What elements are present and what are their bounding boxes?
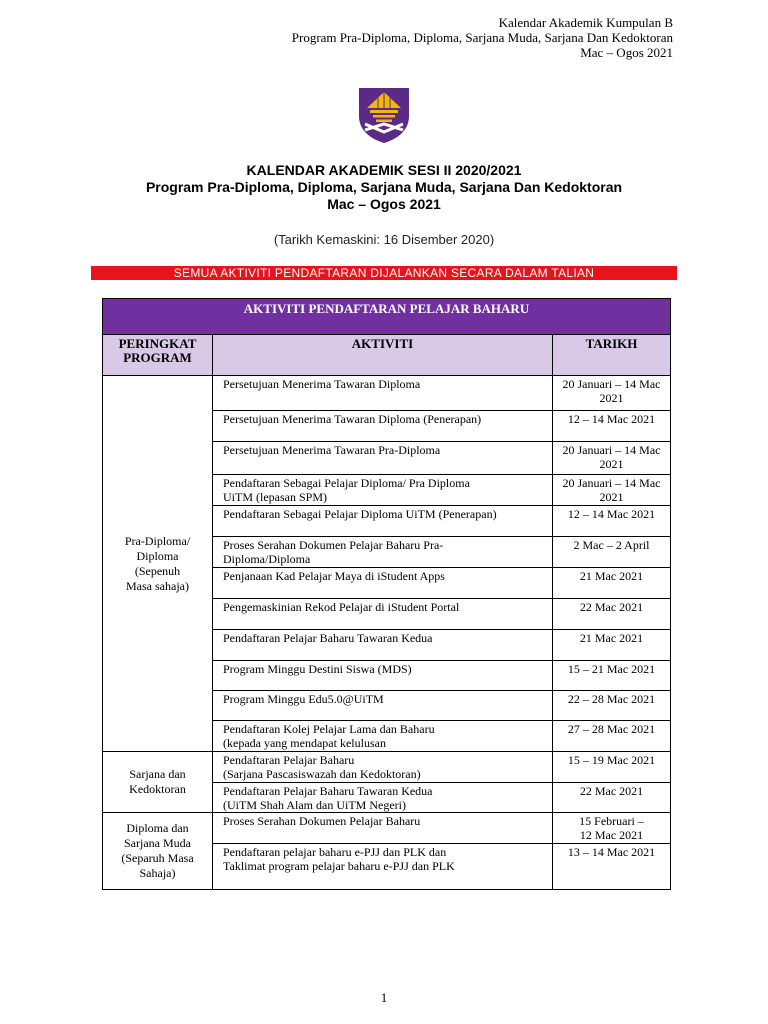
header-line-3: Mac – Ogos 2021 [580,45,673,60]
date-cell [553,537,671,568]
date-cell [553,783,671,813]
activity-cell [213,813,553,844]
date-line: 2021 [599,490,624,504]
activity-cell [213,752,553,783]
activity-cell [213,844,553,890]
activity-cell [213,411,553,442]
activity-line: Pengemaskinian Rekod Pelajar di iStudent Portal [223,600,460,614]
activity-line: Persetujuan Menerima Tawaran Diploma (Penerapan) [223,412,482,426]
activity-cell [213,661,553,691]
activity-line: Proses Serahan Dokumen Pelajar Baharu [223,814,421,828]
activity-line: Persetujuan Menerima Tawaran Diploma [223,377,421,391]
table-row [103,376,671,411]
activity-line: Pendaftaran Sebagai Pelajar Diploma UiTM (Penerapan) [223,507,497,521]
date-line: 2021 [599,391,624,405]
activity-line: Proses Serahan Dokumen Pelajar Baharu Pra- [223,538,444,552]
header-date: TARIKH [553,335,671,376]
activity-line: Program Minggu Destini Siswa (MDS) [223,662,412,676]
activity-line: Pendaftaran Pelajar Baharu Tawaran Kedua [223,784,433,798]
date-line: 12 – 14 Mac 2021 [567,412,656,426]
header-line-2: Program Pra-Diploma, Diploma, Sarjana Muda, Sarjana Dan Kedoktoran [291,30,673,45]
date-line: 21 Mac 2021 [579,569,644,583]
activity-line: Pendaftaran Sebagai Pelajar Diploma/ Pra Diploma [223,476,470,490]
activity-line: Penjanaan Kad Pelajar Maya di iStudent Apps [223,569,445,583]
header-line-1: Kalendar Akademik Kumpulan B [498,15,673,30]
program-level-line: (Sepenuh [134,563,181,578]
header-program: PERINGKAT PROGRAM [103,335,213,376]
date-cell [553,568,671,599]
activity-cell [213,442,553,475]
date-cell [553,442,671,475]
activity-line: Persetujuan Menerima Tawaran Pra-Diploma [223,443,441,457]
section-title: AKTIVITI PENDAFTARAN PELAJAR BAHARU [103,299,671,335]
activity-line: (kepada yang mendapat kelulusan [223,736,386,750]
date-line: 15 Februari – [579,814,644,828]
date-line: 2 Mac – 2 April [573,538,650,552]
activity-line: Taklimat program pelajar baharu e-PJJ dan PLK [223,859,455,873]
update-date: (Tarikh Kemaskini: 16 Disember 2020) [273,232,495,247]
date-line: 21 Mac 2021 [579,631,644,645]
program-level-cell [103,376,213,752]
program-level-line: Sarjana Muda [124,836,191,850]
activity-cell [213,599,553,630]
activity-line: UiTM (lepasan SPM) [223,490,327,504]
calendar-subtitle: Program Pra-Diploma, Diploma, Sarjana Muda, Sarjana Dan Kedoktoran [145,179,623,195]
activity-cell [213,537,553,568]
activity-cell [213,475,553,506]
online-notice-banner: SEMUA AKTIVITI PENDAFTARAN DIJALANKAN SECARA DALAM TALIAN [91,266,677,280]
activity-line: (UiTM Shah Alam dan UiTM Negeri) [223,798,406,812]
calendar-period: Mac – Ogos 2021 [327,196,441,212]
registration-table [102,298,670,890]
program-level-cell [103,813,213,890]
header-activity: AKTIVITI [213,335,553,376]
program-level-line: Kedoktoran [129,782,186,796]
date-line: 12 Mac 2021 [579,828,644,842]
header-row [103,335,671,376]
activity-line: Diploma/Diploma [223,552,311,566]
date-cell [553,691,671,721]
program-level-line: Diploma [136,548,179,563]
uitm-crest-icon [357,86,411,144]
date-line: 20 Januari – 14 Mac [562,443,661,457]
date-line: 12 – 14 Mac 2021 [567,507,656,521]
date-cell [553,721,671,752]
date-line: 20 Januari – 14 Mac [562,377,661,391]
activity-cell [213,568,553,599]
activity-cell [213,630,553,661]
program-level-line: (Separuh Masa [121,851,194,865]
date-line: 27 – 28 Mac 2021 [567,722,656,736]
running-header [292,15,673,60]
page-number: 1 [380,990,388,1005]
activity-line: Pendaftaran Kolej Pelajar Lama dan Baharu [223,722,435,736]
date-line: 20 Januari – 14 Mac [562,476,661,490]
date-cell [553,844,671,890]
table-row [103,752,671,783]
date-line: 22 – 28 Mac 2021 [567,692,656,706]
date-line: 15 – 21 Mac 2021 [567,662,656,676]
date-cell [553,752,671,783]
program-level-cell [103,752,213,813]
activity-line: Program Minggu Edu5.0@UiTM [223,692,384,706]
activity-cell [213,506,553,537]
date-line: 13 – 14 Mac 2021 [567,845,656,859]
activity-cell [213,721,553,752]
date-cell [553,506,671,537]
program-level-line: Masa sahaja) [126,578,189,593]
date-line: 15 – 19 Mac 2021 [567,753,656,767]
date-cell [553,630,671,661]
activity-cell [213,376,553,411]
activity-line: Pendaftaran Pelajar Baharu [223,753,355,767]
date-line: 22 Mac 2021 [579,784,644,798]
activity-cell [213,783,553,813]
uitm-logo [357,86,411,144]
calendar-title: KALENDAR AKADEMIK SESI II 2020/2021 [246,162,522,178]
activity-cell [213,691,553,721]
section-title-row [103,299,671,335]
activity-line: (Sarjana Pascasiswazah dan Kedoktoran) [223,767,421,781]
program-level-line: Pra-Diploma/ [124,533,191,548]
date-cell [553,661,671,691]
date-line: 22 Mac 2021 [579,600,644,614]
date-cell [553,599,671,630]
program-level-line: Sahaja) [139,866,176,880]
program-level-line: Diploma dan [126,821,189,835]
date-cell [553,376,671,411]
date-cell [553,411,671,442]
program-level-line: Sarjana dan [129,767,186,781]
table-row [103,813,671,844]
date-cell [553,475,671,506]
activity-line: Pendaftaran Pelajar Baharu Tawaran Kedua [223,631,433,645]
activity-line: Pendaftaran pelajar baharu e-PJJ dan PLK dan [223,845,447,859]
date-line: 2021 [599,457,624,471]
date-cell [553,813,671,844]
